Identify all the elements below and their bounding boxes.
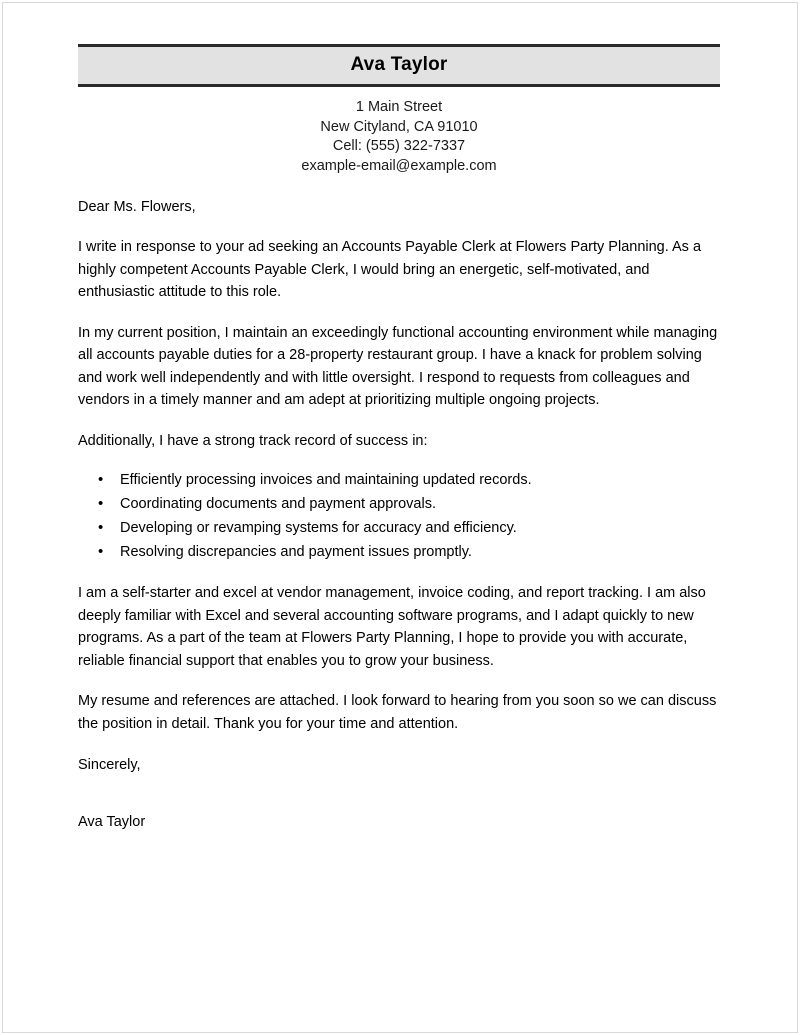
contact-block	[78, 98, 720, 176]
body-paragraph-3: Additionally, I have a strong track record of success in:	[78, 432, 428, 449]
list-item: • Coordinating documents and payment approvals.	[120, 492, 720, 516]
closing: Sincerely,	[78, 757, 141, 773]
contact-street: 1 Main Street	[355, 99, 443, 115]
list-item: • Resolving discrepancies and payment issues promptly.	[120, 540, 720, 564]
letterhead-banner	[78, 44, 720, 87]
page-title: Ava Taylor	[350, 54, 448, 75]
contact-city-state-zip: New Cityland, CA 91010	[320, 118, 478, 135]
list-item: • Efficiently processing invoices and maintaining updated records.	[120, 468, 720, 492]
body-paragraph-2: In my current position, I maintain an exceedingly functional accounting environment while managing all accounts payable duties for a 28-property restaurant group. I have a knack for problem solving and work well independently and with little oversight. I respond to requests from colleagues and vendors in a timely manner and am adept at prioritizing multiple ongoing projects.	[78, 324, 718, 408]
letter-content	[78, 44, 720, 833]
salutation: Dear Ms. Flowers,	[78, 199, 196, 215]
signature-name: Ava Taylor	[78, 814, 146, 830]
body-paragraph-4: I am a self-starter and excel at vendor management, invoice coding, and report tracking. I am also deeply familiar with Excel and several accounting software programs, and I adapt quickly to new programs. As a part of the team at Flowers Party Planning, I hope to provide you with accurate, reliable financial support that enables you to grow your business.	[78, 585, 706, 669]
list-item: • Developing or revamping systems for accuracy and efficiency.	[120, 516, 720, 540]
body-paragraph-5: My resume and references are attached. I look forward to hearing from you soon so we can discuss the position in detail. Thank you for your time and attention.	[78, 693, 717, 732]
achievements-list	[78, 468, 720, 564]
contact-phone: Cell: (555) 322-7337	[332, 138, 466, 154]
body-paragraph-1: I write in response to your ad seeking an Accounts Payable Clerk at Flowers Party Planning. As a highly competent Accounts Payable Clerk, I would bring an energetic, self-motivated, and enthusiastic attitude to this role.	[78, 239, 702, 300]
contact-email: example-email@example.com	[301, 157, 497, 174]
